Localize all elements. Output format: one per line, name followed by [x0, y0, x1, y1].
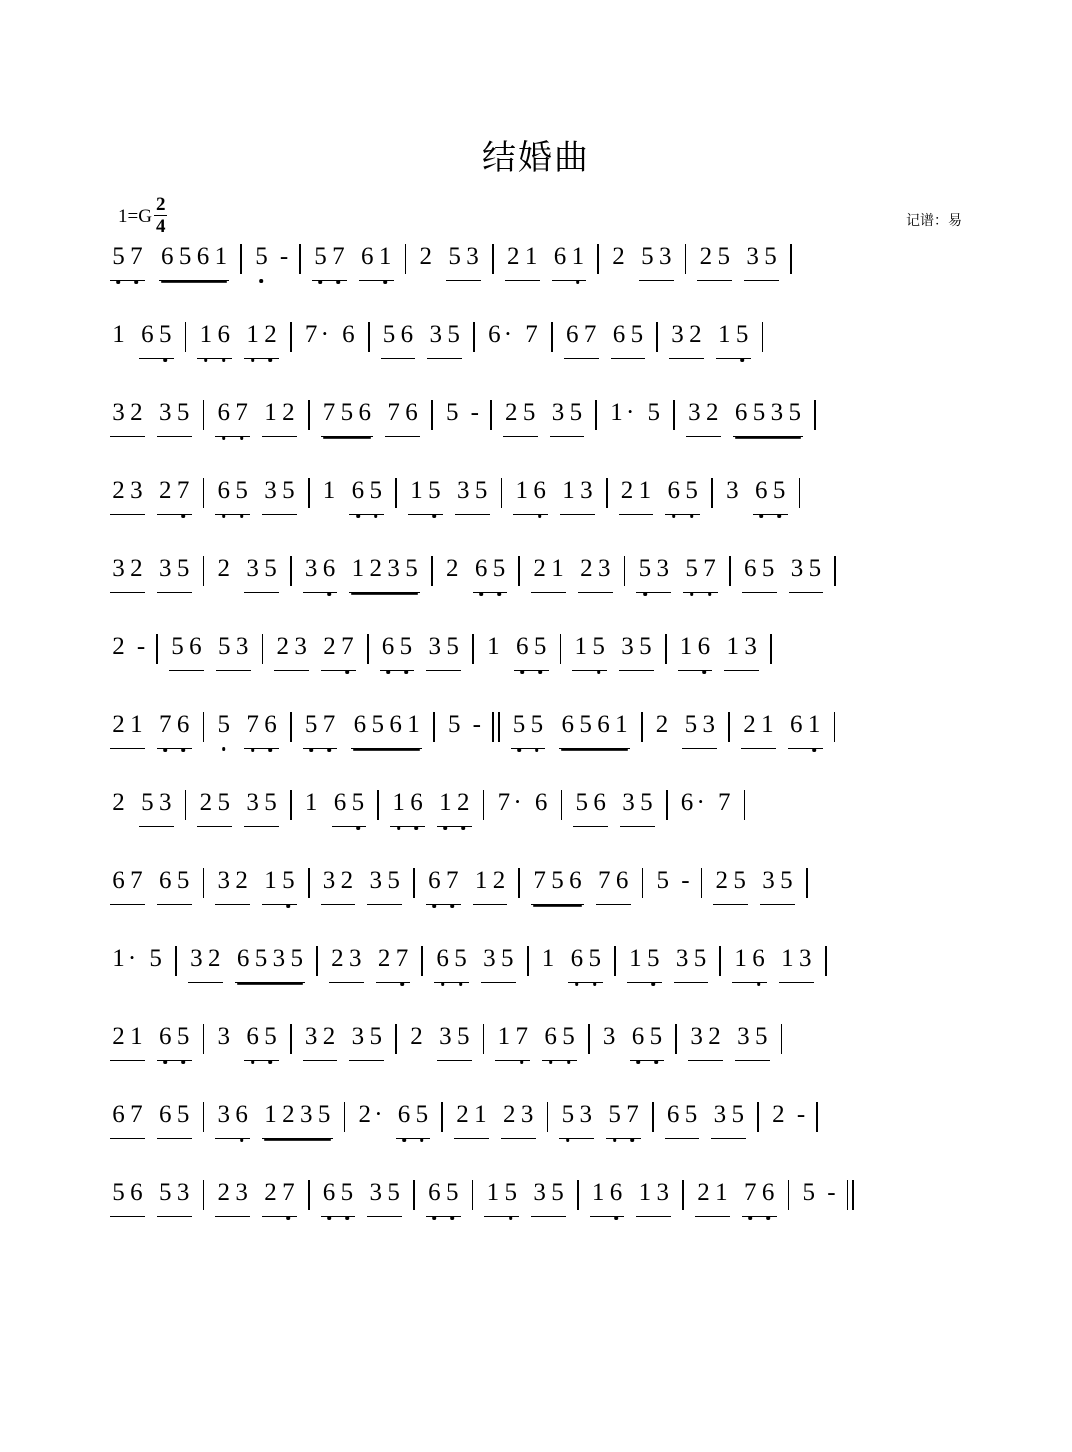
barline — [729, 556, 731, 586]
barline — [762, 322, 764, 352]
measure: 2 6 5 — [444, 555, 508, 593]
barline — [561, 790, 563, 820]
measure: 1 5 3 5 — [484, 1179, 566, 1217]
measure: 2 3 2 7 — [329, 945, 411, 983]
measure: 1 6 5 — [110, 321, 174, 359]
barline — [682, 1180, 684, 1210]
barline — [483, 1024, 485, 1054]
measure: 6 7 1 2 — [426, 867, 508, 905]
barline — [290, 1024, 292, 1054]
measure: 2 5 3 — [417, 243, 481, 281]
measure: 3 6 5 — [215, 1023, 279, 1061]
measure: 3 6 1 2 3 5 — [215, 1101, 332, 1139]
measure: 5 7 6 — [215, 711, 279, 749]
barline — [203, 712, 205, 742]
score-row — [110, 867, 962, 945]
measure: 2 5 3 — [610, 243, 674, 281]
barline — [413, 868, 415, 898]
barline — [473, 322, 475, 352]
barline — [770, 634, 772, 664]
barline — [642, 868, 644, 898]
measure: 5 6 5 3 — [169, 633, 251, 671]
measure: 1 6 5 — [485, 633, 549, 671]
barline — [673, 400, 675, 430]
barline — [367, 634, 369, 664]
key-prefix: 1=G — [118, 205, 152, 227]
barline — [368, 322, 370, 352]
time-signature — [154, 195, 168, 236]
measure: 2 5 3 5 — [713, 867, 795, 905]
score-row — [110, 321, 962, 399]
barline — [834, 712, 836, 742]
measure: 7 5 6 7 6 — [531, 867, 630, 905]
measure: 5 - — [445, 399, 479, 426]
barline — [518, 556, 520, 586]
barline — [490, 400, 492, 430]
barline — [527, 946, 529, 976]
measure: 3 2 3 5 — [110, 399, 192, 437]
measure: 2 1 2 3 — [531, 555, 613, 593]
measure: 2 1 6 5 — [110, 1023, 192, 1061]
barline — [290, 556, 292, 586]
measure: 5 6 5 3 — [110, 1179, 192, 1217]
measure: 2 1 7 6 — [110, 711, 192, 749]
measure: 5 6 3 5 — [381, 321, 463, 359]
barline — [781, 1024, 783, 1054]
barline — [203, 1180, 205, 1210]
barline — [431, 400, 433, 430]
barline — [597, 244, 599, 274]
measure: 3 2 1 5 — [669, 321, 751, 359]
measure: 6 · 7 — [680, 789, 731, 816]
measure: 1 · 5 — [610, 399, 660, 426]
barline — [641, 712, 643, 742]
score-row — [110, 789, 962, 867]
barline — [666, 790, 668, 820]
score-body — [110, 243, 962, 1257]
measure: 2 3 2 7 — [110, 477, 192, 515]
score-row — [110, 945, 962, 1023]
barline — [395, 1024, 397, 1054]
measure: 2 · 6 5 — [356, 1101, 430, 1139]
barline — [757, 1102, 759, 1132]
measure: 6 7 6 5 — [110, 1101, 192, 1139]
measure: 1 6 1 3 — [678, 633, 760, 671]
barline — [344, 1102, 346, 1132]
measure: 1 6 1 2 — [197, 321, 279, 359]
measure: 2 3 2 7 — [215, 1179, 297, 1217]
measure: 5 7 6 5 6 1 — [110, 243, 229, 281]
barline — [472, 634, 474, 664]
barline — [492, 244, 494, 274]
barline — [816, 1102, 818, 1132]
barline — [547, 1102, 549, 1132]
measure: 5 - — [447, 711, 481, 738]
measure: 2 3 2 7 — [274, 633, 356, 671]
measure: 2 3 5 — [408, 1023, 472, 1061]
measure: 3 2 6 5 3 5 — [686, 399, 803, 437]
barline — [711, 478, 713, 508]
measure: 1 5 3 5 — [408, 477, 490, 515]
page-title: 结婚曲 — [482, 138, 590, 178]
barline — [308, 1180, 310, 1210]
barline — [701, 868, 703, 898]
barline — [656, 322, 658, 352]
measure: 5 7 6 5 6 1 — [303, 711, 422, 749]
measure: 7 5 6 7 6 — [321, 399, 420, 437]
measure: 3 2 3 5 — [110, 555, 192, 593]
measure: 5 7 6 1 — [312, 243, 394, 281]
barline — [262, 634, 264, 664]
barline — [606, 478, 608, 508]
barline — [240, 244, 242, 274]
measure: 1 7 6 5 — [495, 1023, 577, 1061]
score-row — [110, 1023, 962, 1101]
barline — [652, 1102, 654, 1132]
barline — [675, 1024, 677, 1054]
measure: 5 - — [802, 1179, 836, 1206]
measure: 6 5 3 5 — [215, 477, 297, 515]
measure: 5 6 3 5 — [573, 789, 655, 827]
measure: 2 1 2 3 — [454, 1101, 536, 1139]
measure: 7 · 6 — [304, 321, 355, 348]
barline — [395, 478, 397, 508]
measure: 2 5 3 — [654, 711, 718, 749]
barline — [290, 322, 292, 352]
score-row — [110, 399, 962, 477]
measure: 1 5 3 5 — [572, 633, 654, 671]
measure: 6 5 — [426, 1179, 461, 1217]
barline — [719, 946, 721, 976]
barline — [483, 790, 485, 820]
barline — [825, 946, 827, 976]
measure: 1 5 3 5 — [627, 945, 709, 983]
barline — [501, 478, 503, 508]
barline — [560, 634, 562, 664]
barline — [595, 400, 597, 430]
barline — [156, 634, 158, 664]
barline — [175, 946, 177, 976]
barline — [290, 712, 292, 742]
measure: 2 - — [772, 1101, 806, 1128]
measure: 5 - — [656, 867, 690, 894]
measure: 6 5 3 5 — [434, 945, 516, 983]
measure: 1 6 5 — [303, 789, 367, 827]
measure: 6 7 6 5 — [110, 867, 192, 905]
measure: 2 1 6 1 — [505, 243, 587, 281]
measure: 1 6 1 3 — [732, 945, 814, 983]
measure: 1 6 1 3 — [513, 477, 595, 515]
barline — [588, 1024, 590, 1054]
barline — [665, 634, 667, 664]
measure: 6 5 3 5 — [665, 1101, 747, 1139]
measure: 2 1 7 6 — [695, 1179, 777, 1217]
barline — [788, 1180, 790, 1210]
score-row — [110, 1179, 962, 1257]
score-row — [110, 555, 962, 633]
measure: 2 1 6 1 — [741, 711, 823, 749]
measure: 2 1 6 5 — [619, 477, 701, 515]
barline — [441, 1102, 443, 1132]
measure: 5 - — [253, 243, 288, 271]
score-row — [110, 477, 962, 555]
barline — [433, 712, 435, 742]
barline — [728, 712, 730, 742]
time-signature-denominator: 4 — [155, 216, 166, 237]
barline — [834, 556, 836, 586]
measure: 6 7 6 5 — [564, 321, 646, 359]
barline — [685, 244, 687, 274]
barline — [814, 400, 816, 430]
barline — [421, 946, 423, 976]
barline — [308, 868, 310, 898]
barline — [790, 244, 792, 274]
barline — [185, 322, 187, 352]
measure: 1 6 1 3 — [590, 1179, 672, 1217]
barline — [316, 946, 318, 976]
barline — [472, 1180, 474, 1210]
barline — [185, 790, 187, 820]
score-row — [110, 243, 962, 321]
final-barline — [847, 1180, 855, 1210]
measure: 6 7 1 2 — [215, 399, 297, 437]
double-barline — [492, 712, 500, 742]
measure: 1 6 1 2 — [390, 789, 472, 827]
barline — [377, 790, 379, 820]
measure: 2 3 5 — [215, 555, 279, 593]
measure: 1 6 5 — [540, 945, 604, 983]
barline — [624, 556, 626, 586]
barline — [577, 1180, 579, 1210]
measure: 2 5 3 5 — [197, 789, 279, 827]
barline — [299, 244, 301, 274]
score-row — [110, 633, 962, 711]
barline — [405, 244, 407, 274]
measure: 2 5 3 — [110, 789, 174, 827]
barline — [431, 556, 433, 586]
barline — [203, 1102, 205, 1132]
measure: 3 2 3 5 — [688, 1023, 770, 1061]
measure: 6 5 3 5 — [380, 633, 462, 671]
barline — [203, 478, 205, 508]
measure: 3 6 5 — [601, 1023, 665, 1061]
barline — [614, 946, 616, 976]
key-signature — [118, 196, 167, 237]
score-row — [110, 1101, 962, 1179]
measure: 5 5 6 5 6 1 — [511, 711, 630, 749]
measure: 3 2 1 5 — [215, 867, 297, 905]
measure: 2 - — [112, 633, 146, 660]
barline — [203, 868, 205, 898]
measure: 1 · 5 — [112, 945, 162, 972]
barline — [413, 1180, 415, 1210]
barline — [551, 322, 553, 352]
measure: 3 6 1 2 3 5 — [303, 555, 420, 593]
measure: 6 5 3 5 — [742, 555, 824, 593]
barline — [203, 1024, 205, 1054]
measure: 1 6 5 — [321, 477, 385, 515]
barline — [308, 400, 310, 430]
time-signature-numerator: 2 — [155, 194, 166, 215]
measure: 5 3 5 7 — [636, 555, 718, 593]
measure: 5 3 5 7 — [559, 1101, 641, 1139]
measure: 3 2 6 5 3 5 — [188, 945, 305, 983]
measure: 3 2 3 5 — [303, 1023, 385, 1061]
score-row — [110, 711, 962, 789]
measure: 2 5 3 5 — [697, 243, 779, 281]
measure: 6 5 3 5 — [321, 1179, 403, 1217]
measure: 3 2 3 5 — [321, 867, 403, 905]
barline — [744, 790, 746, 820]
credit-line: 记谱：易 — [906, 213, 962, 229]
barline — [806, 868, 808, 898]
measure: 2 5 3 5 — [503, 399, 585, 437]
barline — [518, 868, 520, 898]
measure: 6 · 7 — [488, 321, 538, 348]
barline — [799, 478, 801, 508]
measure: 3 6 5 — [724, 477, 788, 515]
barline — [308, 478, 310, 508]
measure: 7 · 6 — [497, 789, 548, 816]
barline — [203, 400, 205, 430]
barline — [290, 790, 292, 820]
barline — [203, 556, 205, 586]
